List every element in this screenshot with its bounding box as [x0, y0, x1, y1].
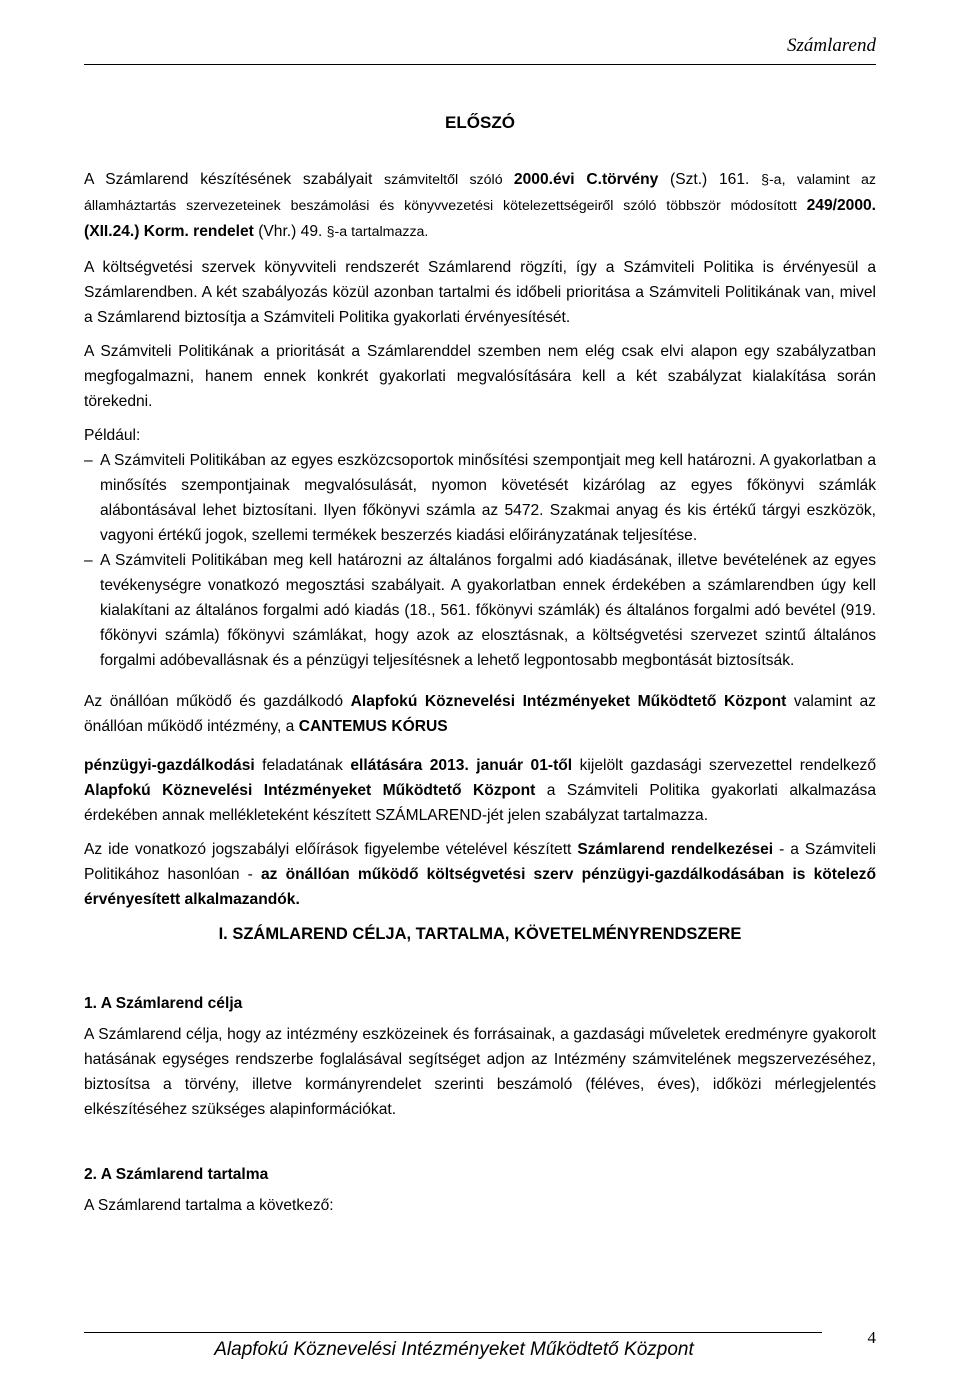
subsection-title-goal: 1. A Számlarend célja: [84, 995, 243, 1012]
page-footer: [0, 1328, 960, 1362]
example-label: Például:: [84, 427, 141, 444]
dash-icon: –: [84, 452, 93, 469]
text-run: feladatának: [254, 757, 351, 774]
footer-text: Alapfokú Köznevelési Intézményeket Működtető Központ: [214, 1339, 694, 1360]
footer-rule: [84, 1332, 822, 1333]
text-run: a Számviteli Politika gyakorlati alkalmazása érdekében annak mellékleteként készített SZÁMLAREND-jét jelen szabályzat tartalmazza.: [84, 782, 876, 824]
text-run: ellátására 2013. január 01-től: [350, 757, 573, 774]
text-run: kijelölt gazdasági szervezettel rendelkező: [572, 757, 876, 774]
text-run: 249/2000.(XII.24.) Korm. rendelet: [84, 197, 876, 240]
list-item: [84, 448, 876, 548]
text-run: A Számlarend készítésének szabályait: [84, 171, 385, 188]
section-title: I. SZÁMLAREND CÉLJA, TARTALMA, KÖVETELMÉNYRENDSZERE: [218, 925, 742, 943]
running-header: Számlarend: [786, 35, 876, 56]
text-run: pénzügyi-gazdálkodási: [84, 757, 255, 774]
paragraph-goal: A Számlarend célja, hogy az intézmény eszközeinek és forrásainak, a gazdasági műveletek eredményre gyakorolt hatásának egységes rendszerbe foglalásával segítséget adjon az Intézmény számvitelének megszervezéséhez, biztosítsa a törvény, illetve kormányrendelet szerinti beszámoló (féléves, éves), időközi mérlegjelentés elkészítéséhez szükséges alapinformációkat.: [84, 1026, 876, 1118]
paragraph-intro: [84, 167, 876, 245]
text-run: az önállóan működő költségvetési szerv pénzügyi-gazdálkodásában is kötelező érvényesített alkalmazandók.: [84, 866, 876, 908]
page-title: ELŐSZÓ: [445, 113, 515, 132]
document-body: [84, 110, 876, 1218]
text-run: - a Számviteli Politikához hasonlóan -: [84, 841, 876, 883]
text-run: Alapfokú Köznevelési Intézményeket Működtető Központ: [350, 693, 787, 710]
example-list: [84, 448, 876, 673]
text-run: Az önállóan működő és gazdálkodó: [84, 693, 351, 710]
text-run: számviteltől szóló: [384, 172, 514, 188]
text-run: Számlarend rendelkezései: [577, 841, 774, 858]
header-rule: [84, 64, 876, 65]
text-run: valamint az önállóan működő intézmény, a: [84, 693, 876, 735]
text-run: CANTEMUS KÓRUS: [298, 718, 448, 735]
text-run: §-a, valamint az államháztartás szervezeteinek beszámolási és könyvvezetési kötelezettségeiről szóló többször módosított: [84, 172, 876, 214]
list-item-text: A Számviteli Politikában az egyes eszközcsoportok minősítési szempontjait meg kell határozni. A gyakorlatban a minősítés szempontjainak megvalósulását, nyomon követését kizárólag az egyes főkönyvi számlák alábontásával lehet biztosítani. Ilyen főkönyvi számla az 5472. Szakmai anyag és kis értékű tárgyi eszközök, vagyoni értékű jogok, szellemi termékek beszerzés kiadási előirányzatának teljesítése.: [100, 452, 876, 544]
page-number: 4: [867, 1328, 876, 1347]
text-run: (Szt.) 161.: [670, 171, 762, 188]
text-run: (Vhr.) 49.: [258, 223, 327, 240]
list-item-text: A Számviteli Politikában meg kell határozni az általános forgalmi adó kiadásának, illetve bevételének az egyes tevékenységre vonatkozó megosztási szabályait. A gyakorlatban ennek érdekében a számlarendben úgy kell kialakítani az általános forgalmi adó kiadás (18., 561. főkönyvi számlák) és általános forgalmi adó bevétel (919. főkönyvi számla) főkönyvi számlákat, hogy azok az elosztásnak, a költségvetési szervezet szintű általános forgalmi adóbevallásnak és a pénzügyi teljesítésnek a lehető legpontosabb megbontását biztosítsák.: [100, 552, 876, 669]
text-run: §-a tartalmazza.: [326, 224, 429, 240]
paragraph-institution: [84, 689, 876, 739]
paragraph-contents: A Számlarend tartalma a következő:: [84, 1197, 334, 1214]
text-run: Az ide vonatkozó jogszabályi előírások figyelembe vételével készített: [84, 841, 578, 858]
dash-icon: –: [84, 552, 93, 569]
text-run: 2000.évi C.törvény: [513, 171, 670, 188]
paragraph-priority: A Számviteli Politikának a prioritását a Számlarenddel szemben nem elég csak elvi alapon egy szabályzatban megfogalmazni, hanem ennek konkrét gyakorlati megvalósítására kell a két szabályzat kialakítása során törekedni.: [84, 343, 876, 410]
list-item: [84, 548, 876, 673]
paragraph-system: A költségvetési szervek könyvviteli rendszerét Számlarend rögzíti, így a Számviteli Politika is érvényesül a Számlarendben. A két szabályozás közül azonban tartalmi és időbeli prioritása a Számviteli Politikának van, mivel a Számlarend biztosítja a Számviteli Politika gyakorlati érvényesítését.: [84, 259, 876, 326]
paragraph-finance: [84, 753, 876, 828]
subsection-title-contents: 2. A Számlarend tartalma: [84, 1166, 269, 1183]
paragraph-rules: [84, 837, 876, 912]
text-run: Alapfokú Köznevelési Intézményeket Működtető Központ: [84, 782, 536, 799]
